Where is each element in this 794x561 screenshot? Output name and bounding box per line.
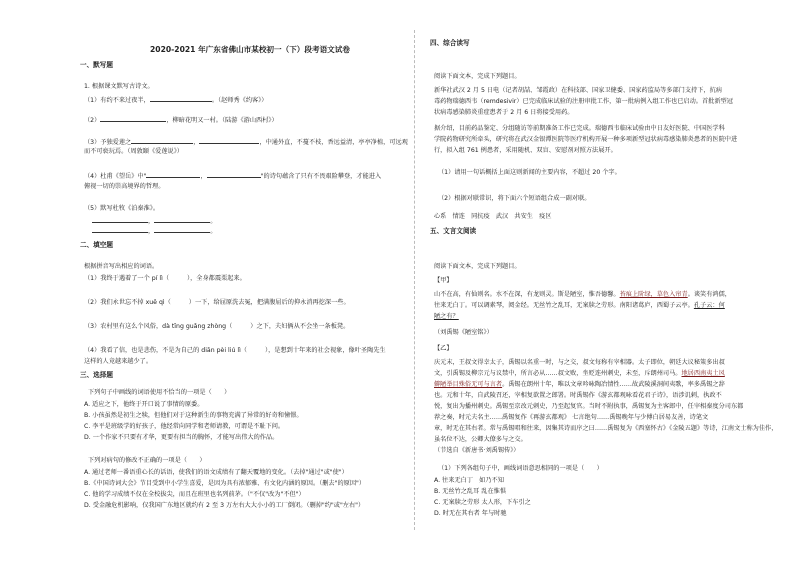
recite-line-2 (84, 116, 278, 124)
text: （2） (84, 117, 101, 124)
answer-blank[interactable] (92, 227, 148, 233)
recite-line-5-blanks-a (92, 217, 216, 225)
passage-yi-line (434, 382, 725, 388)
question-1-intro: 1. 根据课文默写古诗文。 (84, 83, 154, 90)
recite-line-1 (84, 96, 268, 104)
passage-jia-line: 陋之有？ (434, 313, 459, 320)
text: ），是想到十年来的社会视象，像叶圣陶先生 (264, 347, 386, 354)
recite-line-4-cont: 俯视一切的崇高境界的哲理。 (84, 183, 165, 190)
text: ）之下，夫妇俩从不会坐一条板凳。 (250, 323, 350, 330)
text: 往来无白丁。可以调素琴，阅金经。无丝竹之乱耳，无案牍之劳形。南阳诸葛庐，西蜀子云亭。 (434, 302, 694, 309)
passage-yi-line (434, 415, 708, 421)
choice-option-b[interactable]: B. 无丝竹之乱耳 乱在惟惧 (434, 488, 507, 495)
passage-jia-line (434, 292, 731, 298)
pinyin-item-1 (84, 276, 246, 282)
text: （4）杜甫《望岳》中" (84, 173, 147, 180)
answer-blank[interactable] (146, 172, 200, 178)
text: 。 (210, 218, 217, 225)
passage-jia-source: （刘禹锡《陋室铭》） (434, 329, 493, 336)
recite-line-5-blanks-b (92, 227, 216, 235)
classical-intro: 阅读下面文本，完成下列题目。 (434, 263, 521, 270)
recite-line-3 (84, 138, 408, 146)
question-2-intro: 根据拼音写出相应的词语。 (84, 263, 159, 270)
section-heading-4: 四、综合读写 (430, 39, 470, 47)
passage-yi-source: （节选自《新唐书·刘禹锡传》） (434, 447, 520, 454)
text: ，中通外直，不蔓不枝，香远益清，亭亭净植，可远观 (259, 139, 408, 146)
underlined-text: 僻陋举目殊俗无可与言者 (434, 381, 503, 388)
couplet-phrases: 心系 情连 同抗疫 武汉 共安生 疫区 (434, 213, 552, 220)
pinyin-item-3 (84, 324, 349, 330)
choice-option-d[interactable]: D. 一个作家不只要有才华，更要有担当的胸怀，才能写出伟大的作品。 (84, 434, 279, 441)
news-line: 据介绍，目前药品鉴定、分组随访等前期准备工作已完成。瑞德西韦临床试验由中日友好医院、中国医学科 (434, 125, 725, 132)
pinyin-item-4 (84, 348, 386, 354)
recite-line-4 (84, 172, 381, 180)
answer-blank[interactable] (207, 172, 261, 178)
passage-yi-line: 虽名位不达，公卿大僚多与之交。 (434, 436, 527, 443)
text: （4）我看了信，也是悲伤，不是为自己的 diān pèi liú lì（ (84, 347, 247, 354)
text: "的诗句蕴含了只有不畏艰险攀登，才能进入 (260, 173, 382, 180)
text: （1）有约不来过夜半， (84, 97, 150, 104)
text: （2）我们永世忘不掉 xuě qì（ (84, 299, 171, 306)
text: 。禹锡在朗州十年，唯以文章吟咏陶冶情性……故武陵溪洞间夷歌，率多禹锡之辞 (502, 381, 725, 388)
news-line: 行，拟入组 761 例患者，采用随机、双盲、安慰剂对照方法展开。 (434, 147, 617, 154)
answer-blank[interactable] (154, 217, 210, 223)
choice-question-1: 下列句子中画线的词语使用不恰当的一项是（ ） (88, 389, 231, 396)
answer-blank[interactable] (100, 116, 166, 122)
text: （3）农村里有这么个风俗，dà tīng guǎng zhòng（ (84, 323, 233, 330)
choice-option-a[interactable]: A. 适应之下，他终于开口说了事情的原委。 (84, 401, 204, 408)
center-fold-line (414, 30, 415, 530)
passage-label-yi: 【乙】 (434, 345, 453, 352)
text: （3）予独爱莲之 (84, 139, 132, 146)
passage-yi-line: 庆元末，王叔文得幸太子，禹锡以名重一时，与之交，叔文每称有宰相器。太子即位，朝廷大议秘策多出叔 (434, 359, 725, 366)
passage-jia-line (434, 303, 725, 309)
news-line: 毒药物瑞德西韦（remdesivir）已完成临床试验的注册审批工作，第一批病例入组工作也已启动。首批新型冠 (434, 98, 733, 105)
comprehension-question-1: （1）请用一句话概括上面这则新闻的主要内容，不超过 20 个字。 (438, 169, 621, 176)
news-line: 学院药物研究所牵头，研究将在武汉金银潭医院等医疗机构开展一种多项新型冠状病毒感染肺炎患者的医院中进 (434, 136, 738, 143)
passage-yi-line: 也。元和十年，自武陵召还，宰相复欲置之郎署。时禹锡作《游玄都观咏看花君子诗》，语涉讥刺，执政不 (434, 392, 722, 399)
choice-option-d[interactable]: D. 时无在其右者 年与时驰 (434, 510, 507, 517)
answer-blank[interactable] (150, 96, 212, 102)
passage-yi-line (434, 371, 725, 377)
answer-blank[interactable] (199, 138, 259, 144)
section-heading-1: 一、默写题 (80, 61, 113, 69)
choice-option-b[interactable]: B.《中国诗词大会》节目受到中小学生喜爱，是因为具有浓郁雅、有文化内涵的原因。（删去"的原因"） (84, 480, 366, 487)
recite-line-5: （5）默写杜牧《泊秦淮》。 (84, 205, 160, 212)
choice-option-a[interactable]: A. 往来无白丁 如乃不知 (434, 477, 504, 484)
choice-option-a[interactable]: A. 通过老师一番语重心长的话语，使我们的语文成绩有了翻天覆地的变化。（去掉"通过"或"使"） (84, 469, 348, 476)
text: ， (148, 218, 155, 225)
underlined-text: 地居西南夷土风 (681, 370, 725, 377)
recite-line-3-cont: 而不可亵玩焉。（周敦颐《爱莲说》） (84, 148, 183, 155)
section-heading-5: 五、文言文阅读 (430, 227, 477, 235)
text: ）一下，给屈原洗去冤，把满腹屈后的抑永消再挖深一些。 (188, 299, 350, 306)
choice-option-c[interactable]: C. 他的学习成绩不仅在全校拔尖，而且在班里也名列前茅。（"不仅"改为"不但"） (84, 491, 305, 498)
answer-blank[interactable] (154, 227, 210, 233)
text: （1）我终于遇着了一个 pí lì（ (84, 275, 170, 282)
text: 。（赵师秀《约客》） (211, 97, 268, 104)
choice-option-b[interactable]: B. 小孩虽然是初生之犊，但他们对于这种新生的事物充满了异常的好奇和憧憬。 (84, 412, 303, 419)
answer-blank[interactable] (131, 138, 193, 144)
underlined-text: 孔子云：何 (693, 302, 725, 309)
news-line: 新华社武汉 2 月 5 日电（记者胡喆、邹霞政）在科技部、国家卫健委、国家药监局等多部门支持下，抗病 (434, 87, 722, 94)
text: 荐之奏，时元夫名主……禹锡复作《再游玄都观》 七言绝句…… (434, 414, 610, 421)
text: 。 (210, 228, 217, 235)
text: 禹锡晚年与少傅白居易友善，诗笔文 (609, 414, 709, 421)
passage-label-jia: 【甲】 (434, 277, 453, 284)
text: ），全身都震栗起来。 (187, 275, 246, 282)
choice-option-d[interactable]: D. 受金融危机影响，仅我国广东地区就约有 2 至 3 万左右大大小小的工厂倒闭。（删掉"约"或"左右"） (84, 502, 365, 509)
text: ， (148, 228, 155, 235)
text: ，柳暗花明又一村。（陆游《游山西村》） (166, 117, 278, 124)
underlined-text: 苔痕上阶绿，草色入帘青 (619, 291, 688, 298)
news-line: 状病毒感染肺炎重症患者于 2 月 6 日将接受用药。 (434, 109, 574, 116)
comprehension-question-2: （2）根据对联常识，将下面六个短语组合成一副对联。 (438, 195, 591, 202)
section-heading-3: 三、选择题 (80, 371, 113, 379)
section-heading-2: 二、填空题 (80, 241, 113, 249)
text: ， (193, 139, 200, 146)
pinyin-item-4-cont: 这样的人竟越来越少了。 (84, 358, 153, 365)
text: 。谈笑有鸿儒， (687, 291, 731, 298)
choice-option-c[interactable]: C. 无案牍之劳形 太人形，下车引之 (434, 499, 531, 506)
passage-yi-line: 章，时无在其右者。常与禹锡唱和往来，因集其诗而序之曰……禹锡复为《西塞怀古》《金陵五题》等诗，江南文士称为佳作， (434, 425, 778, 432)
page-title: 2020-2021 年广东省佛山市某校初一（下）段考语文试卷 (150, 45, 350, 54)
text: 文，引禹锡及柳宗元与议禁中，所言必从……叔文败，坐贬连州刺史，未至，斥朗州司马。 (434, 370, 682, 377)
passage-yi-line: 悦，复出为播州刺史。禹锡至京改元刺史，乃至起复官。当时不附执事，禹锡复为主客郎中，任宰相秦度分司东都 (434, 403, 744, 410)
choice-question-2: 下列对病句的修改不正确的一项是（ ） (88, 457, 206, 464)
choice-option-c[interactable]: C. 李平是班级学的好孩子，他经常向同学和老师请教，可谓是不耻下问。 (84, 423, 285, 430)
reading-intro: 阅读下面文本，完成下列题目。 (434, 73, 521, 80)
text: 山不在高，有仙则名。水不在深，有龙则灵。斯是陋室，惟吾德馨。 (434, 291, 620, 298)
text: ， (200, 173, 207, 180)
pinyin-item-2 (84, 300, 350, 306)
answer-blank[interactable] (92, 217, 148, 223)
classical-question-1: （1）下列各组句子中，画线词语意思相同的一项是（ ） (438, 465, 603, 472)
